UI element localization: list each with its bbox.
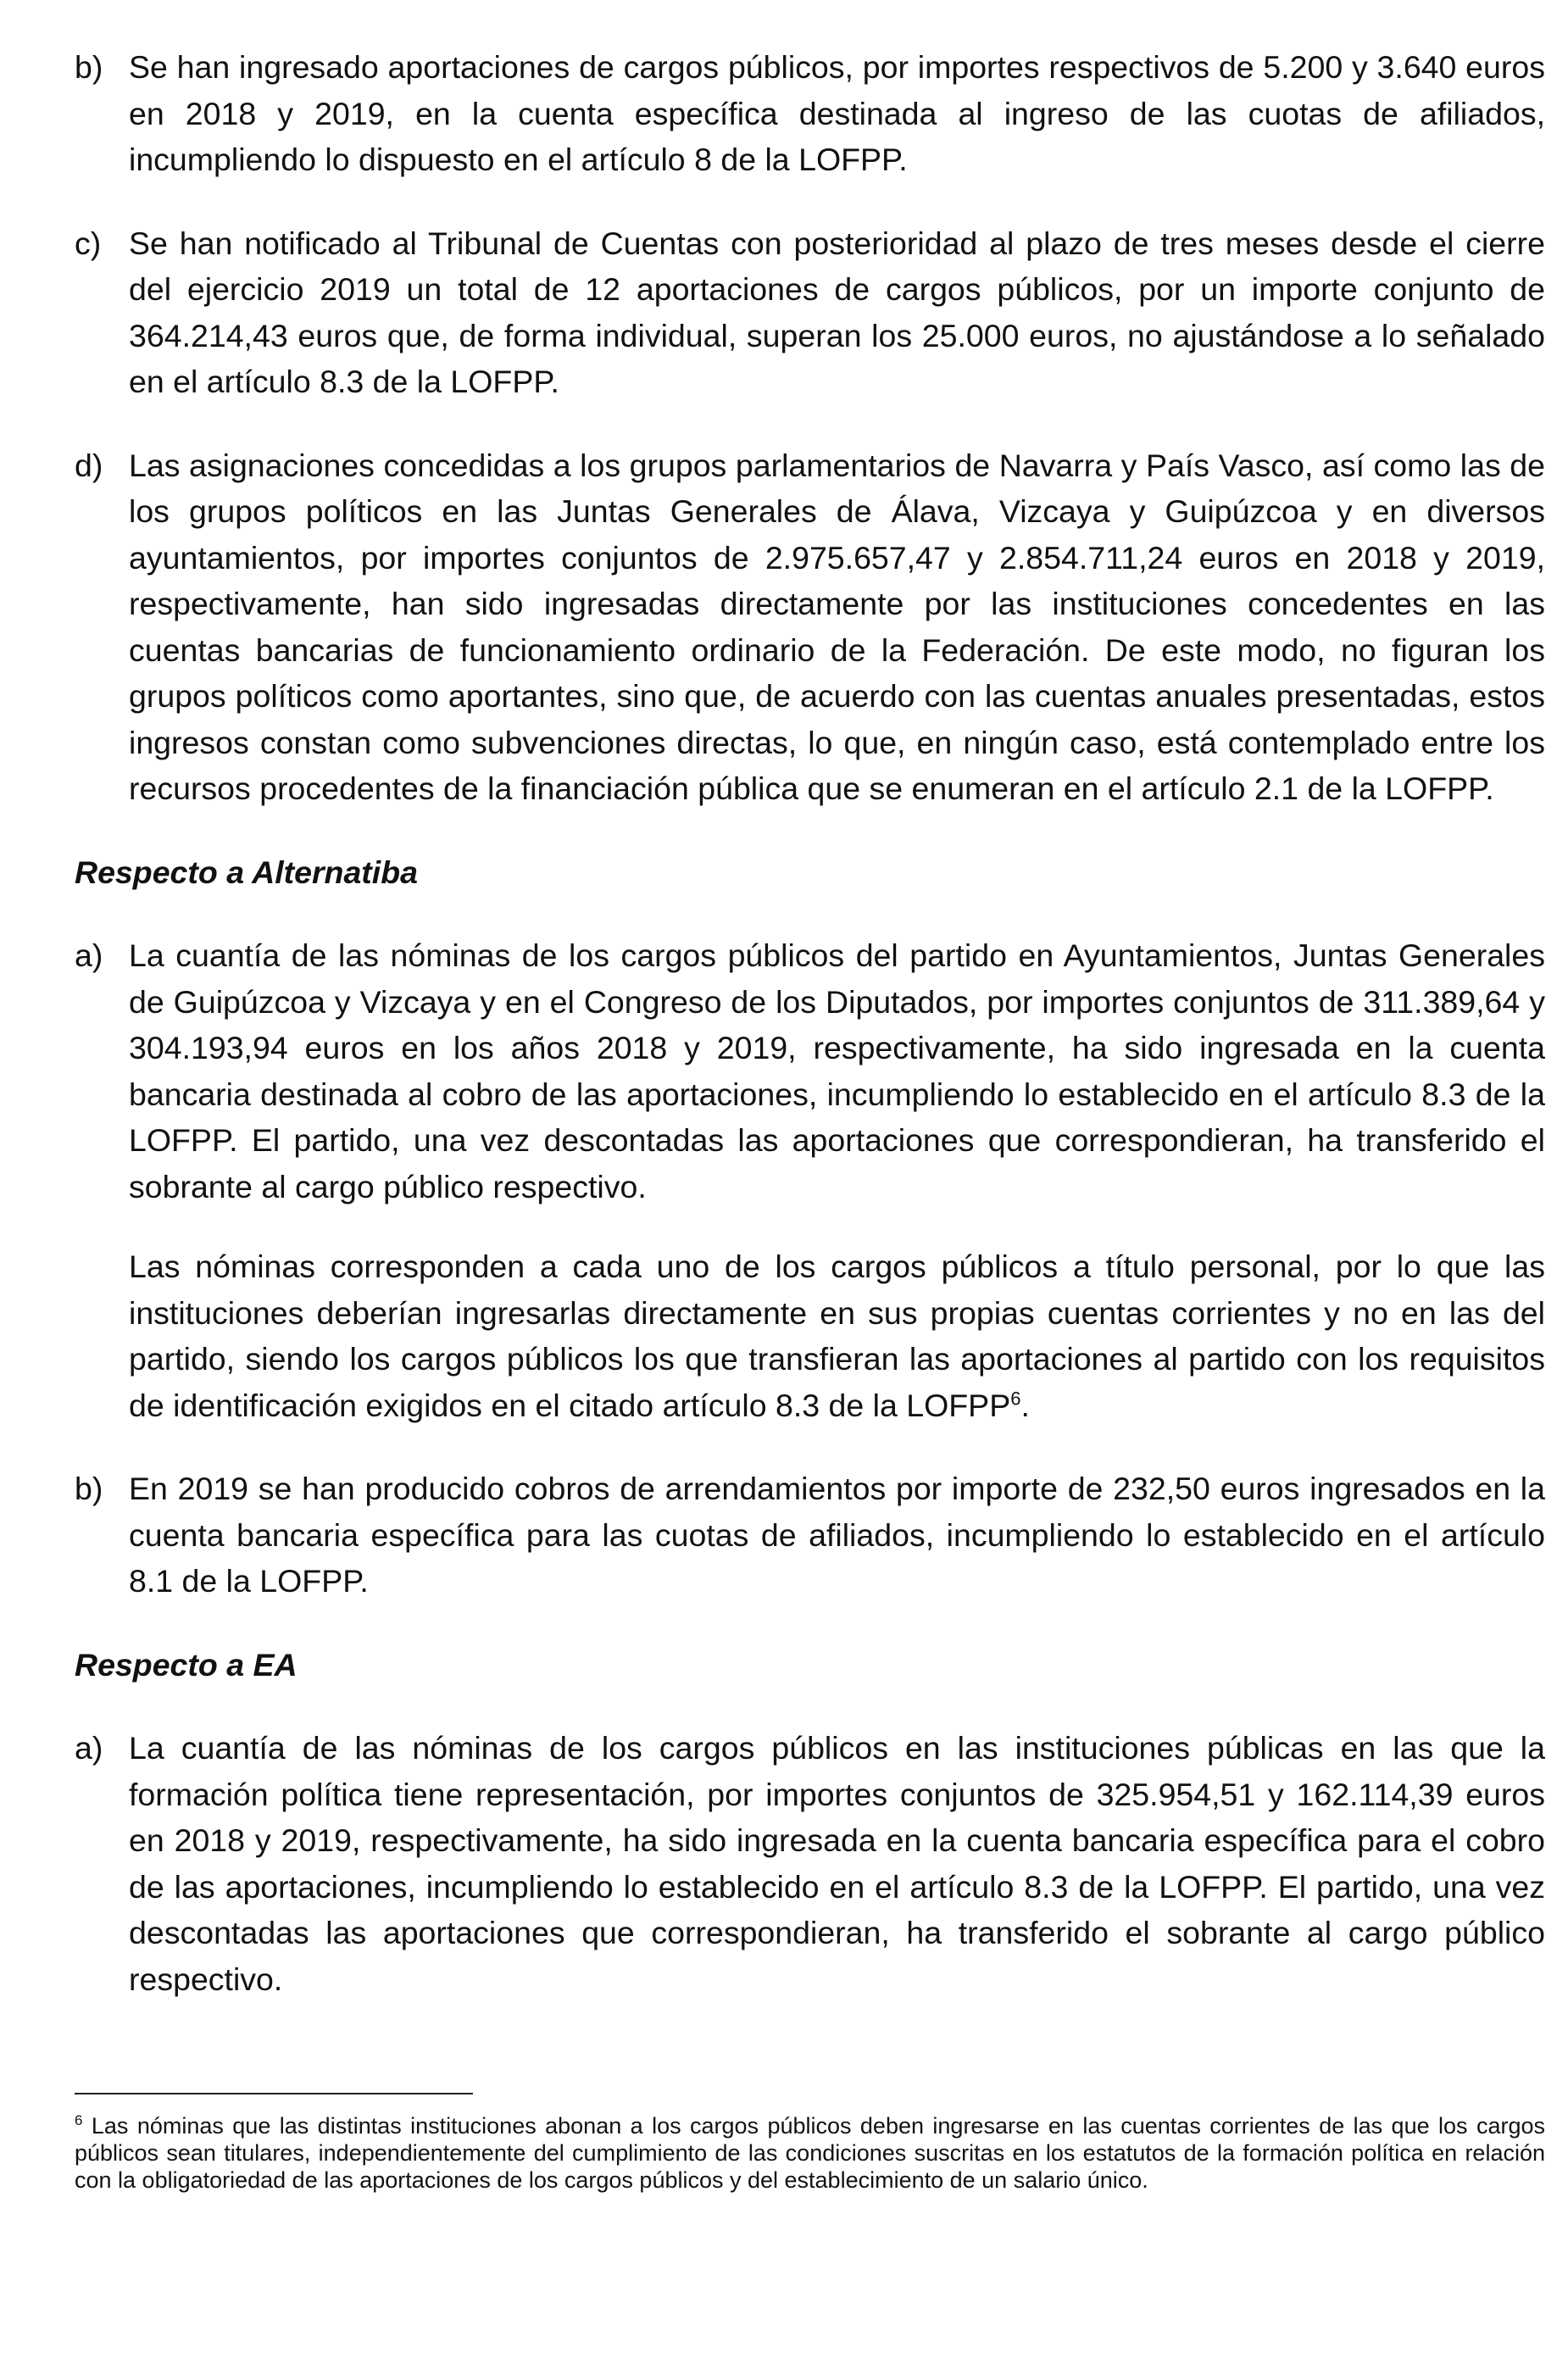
list-item	[75, 1466, 1545, 1605]
footnote-number: 6	[75, 2112, 83, 2128]
list-item-marker: c)	[75, 225, 102, 261]
list-item-text: La cuantía de las nóminas de los cargos públicos en las instituciones públicas en las que la formación política tiene representación, por importes conjuntos de 325.954,51 y 162.114,39 euros en 2018 y 2019, respectivamente, ha sido ingresada en la cuenta bancaria específica para el cobro de las aportaciones, incumpliendo lo establecido en el artículo 8.3 de la LOFPP. El partido, una vez descontadas las aportaciones que correspondieran, ha transferido el sobrante al cargo público respectivo.	[129, 1730, 1545, 1997]
list-item	[75, 932, 1545, 1428]
paragraph-text: Las nóminas corresponden a cada uno de los cargos públicos a título personal, por lo que las instituciones deberían ingresarlas directamente en sus propias cuentas corrientes y no en las del partido, siendo los cargos públicos los que transfieran las aportaciones al partido con los requisitos de identificación exigidos en el citado artículo 8.3 de la LOFPP	[129, 1249, 1545, 1423]
list-item	[75, 1725, 1545, 2002]
footnote-reference[interactable]: 6	[1010, 1388, 1021, 1409]
section-heading-ea: Respecto a EA	[75, 1646, 297, 1683]
list-item-marker: b)	[75, 49, 103, 85]
list-item-text: En 2019 se han producido cobros de arrendamientos por importe de 232,50 euros ingresados en la cuenta bancaria específica para las cuotas de afiliados, incumpliendo lo establecido en el artículo 8.1 de la LOFPP.	[129, 1471, 1545, 1599]
paragraph-end: .	[1020, 1387, 1030, 1423]
list-item-paragraph	[129, 1243, 1545, 1428]
list-item-marker: b)	[75, 1471, 103, 1506]
list-item-marker: a)	[75, 937, 103, 973]
footnote-divider	[75, 2093, 473, 2094]
list-item	[75, 442, 1545, 812]
list-item	[75, 44, 1545, 183]
document-page	[75, 44, 1545, 2193]
list-item-paragraph: La cuantía de las nóminas de los cargos públicos del partido en Ayuntamientos, Juntas Generales de Guipúzcoa y Vizcaya y en el Congreso de los Diputados, por importes conjuntos de 311.389,64 y 304.193,94 euros en los años 2018 y 2019, respectivamente, ha sido ingresada en la cuenta bancaria destinada al cobro de las aportaciones, incumpliendo lo establecido en el artículo 8.3 de la LOFPP. El partido, una vez descontadas las aportaciones que correspondieran, ha transferido el sobrante al cargo público respectivo.	[129, 937, 1545, 1204]
list-item-text: Las asignaciones concedidas a los grupos parlamentarios de Navarra y País Vasco, así como las de los grupos políticos en las Juntas Generales de Álava, Vizcaya y Guipúzcoa y en diversos ayuntamientos, por importes conjuntos de 2.975.657,47 y 2.854.711,24 euros en 2018 y 2019, respectivamente, han sido ingresadas directamente por las instituciones concedentes en las cuentas bancarias de funcionamiento ordinario de la Federación. De este modo, no figuran los grupos políticos como aportantes, sino que, de acuerdo con las cuentas anuales presentadas, estos ingresos constan como subvenciones directas, lo que, en ningún caso, está contemplado entre los recursos procedentes de la financiación pública que se enumeran en el artículo 2.1 de la LOFPP.	[129, 447, 1545, 806]
list-item	[75, 220, 1545, 405]
list-item-text: Se han notificado al Tribunal de Cuentas con posterioridad al plazo de tres meses desde el cierre del ejercicio 2019 un total de 12 aportaciones de cargos públicos, por un importe conjunto de 364.214,43 euros que, de forma individual, superan los 25.000 euros, no ajustándose a lo señalado en el artículo 8.3 de la LOFPP.	[129, 225, 1545, 399]
list-item-text: Se han ingresado aportaciones de cargos públicos, por importes respectivos de 5.200 y 3.640 euros en 2018 y 2019, en la cuenta específica destinada al ingreso de las cuotas de afiliados, incumpliendo lo dispuesto en el artículo 8 de la LOFPP.	[129, 49, 1545, 177]
section-heading-alternatiba: Respecto a Alternatiba	[75, 854, 418, 890]
list-item-marker: d)	[75, 447, 103, 483]
list-item-body	[129, 932, 1545, 1428]
list-item-marker: a)	[75, 1730, 103, 1766]
footnote-text: Las nóminas que las distintas instituciones abonan a los cargos públicos deben ingresarse en las cuentas corrientes de las que los cargos públicos sean titulares, independientemente del cumplimiento de las condiciones suscritas en los estatutos de la formación política en relación con la obligatoriedad de las aportaciones de los cargos públicos y del establecimiento de un salario único.	[75, 2113, 1545, 2193]
footnote	[75, 2112, 1545, 2194]
